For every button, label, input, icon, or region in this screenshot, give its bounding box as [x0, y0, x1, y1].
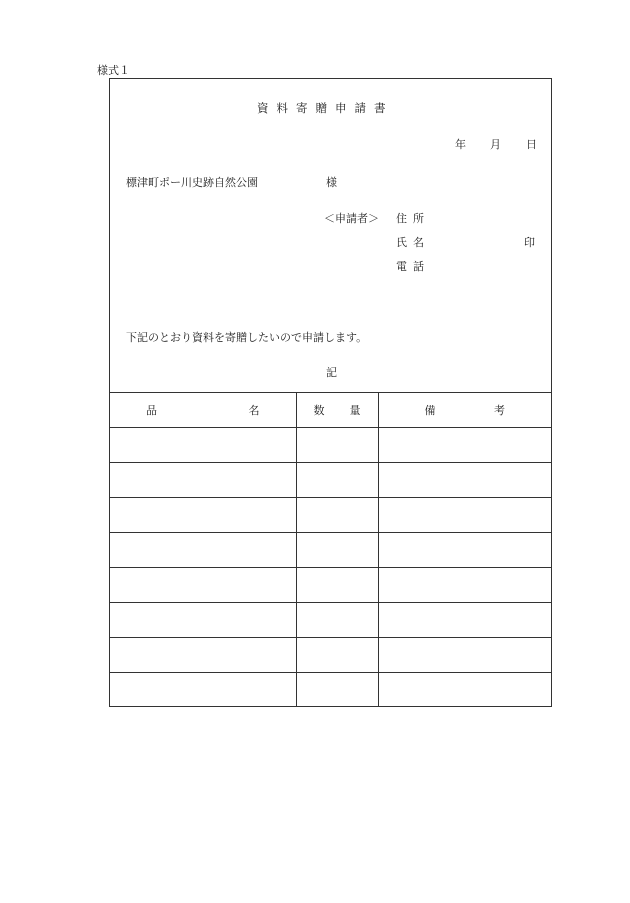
item-name-cell[interactable]: [110, 673, 296, 708]
remarks-cell[interactable]: [378, 533, 551, 568]
header-item-name-part: 品: [146, 404, 157, 417]
table-row: [110, 533, 551, 568]
quantity-cell[interactable]: [296, 568, 378, 603]
quantity-cell[interactable]: [296, 638, 378, 673]
date-day-label: 日: [526, 138, 537, 151]
application-form: [109, 78, 552, 707]
request-statement: 下記のとおり資料を寄贈したいので申請します。: [126, 331, 368, 344]
applicant-tag: ＜申請者＞: [324, 212, 379, 225]
item-name-cell[interactable]: [110, 638, 296, 673]
name-label: 氏名: [396, 236, 430, 249]
header-quantity-part: 量: [349, 404, 361, 417]
remarks-cell[interactable]: [378, 428, 551, 463]
item-name-cell[interactable]: [110, 603, 296, 638]
remarks-cell[interactable]: [378, 463, 551, 498]
table-row: [110, 568, 551, 603]
table-row: [110, 498, 551, 533]
header-remarks-part: 考: [494, 404, 505, 417]
seal-mark: 印: [524, 236, 535, 249]
quantity-cell[interactable]: [296, 463, 378, 498]
table-header-row: [110, 393, 551, 428]
item-table: [110, 392, 551, 707]
table-row: [110, 673, 551, 708]
item-name-cell[interactable]: [110, 463, 296, 498]
header-remarks-part: 備: [424, 404, 436, 417]
remarks-cell[interactable]: [378, 568, 551, 603]
header-quantity-part: 数: [313, 404, 325, 417]
form-title: 資料寄贈申請書: [257, 101, 394, 115]
honorific: 様: [326, 176, 337, 189]
header-quantity: [296, 393, 378, 428]
table-row: [110, 428, 551, 463]
item-name-cell[interactable]: [110, 568, 296, 603]
quantity-cell[interactable]: [296, 533, 378, 568]
phone-label: 電話: [396, 260, 430, 273]
item-name-cell[interactable]: [110, 498, 296, 533]
date-month-label: 月: [490, 138, 501, 151]
header-item-name: [110, 393, 296, 428]
table-row: [110, 603, 551, 638]
quantity-cell[interactable]: [296, 498, 378, 533]
quantity-cell[interactable]: [296, 603, 378, 638]
addressee: 標津町ポー川史跡自然公園: [126, 176, 258, 189]
address-label: 住所: [396, 212, 430, 225]
item-name-cell[interactable]: [110, 428, 296, 463]
remarks-cell[interactable]: [378, 498, 551, 533]
table-row: [110, 638, 551, 673]
remarks-cell[interactable]: [378, 673, 551, 708]
remarks-cell[interactable]: [378, 638, 551, 673]
table-row: [110, 463, 551, 498]
remarks-cell[interactable]: [378, 603, 551, 638]
item-name-cell[interactable]: [110, 533, 296, 568]
date-year-label: 年: [455, 138, 466, 151]
form-number-label: 様式１: [97, 64, 130, 77]
header-item-name-part: 名: [248, 404, 260, 417]
header-remarks: [378, 393, 551, 428]
ki-heading: 記: [326, 366, 337, 379]
quantity-cell[interactable]: [296, 428, 378, 463]
quantity-cell[interactable]: [296, 673, 378, 708]
